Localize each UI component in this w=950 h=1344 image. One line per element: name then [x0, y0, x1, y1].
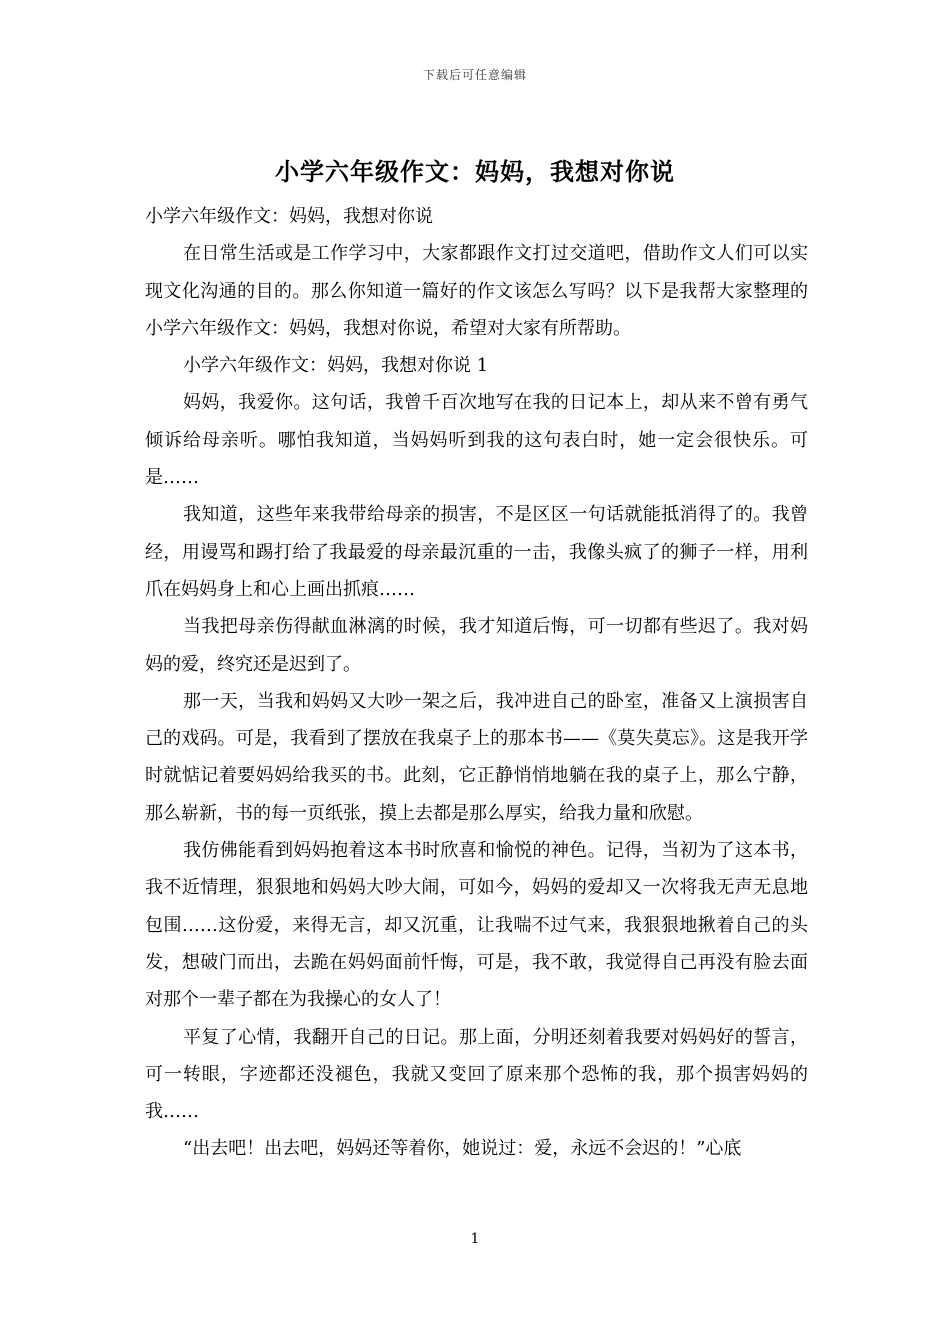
- paragraph: “出去吧！出去吧，妈妈还等着你，她说过：爱，永远不会迟的！”心底: [183, 1138, 742, 1160]
- section-heading: 小学六年级作文：妈妈，我想对你说 1: [183, 355, 489, 377]
- paragraph: 平复了心情，我翻开自己的日记。那上面，分明还刻着我要对妈妈好的誓言，可一转眼，字迹都还没褪色，我就又变回了原来那个恐怖的我，那个损害妈妈的我……: [145, 1026, 808, 1123]
- document-title: 小学六年级作文：妈妈，我想对你说: [275, 157, 675, 186]
- paragraph: 小学六年级作文：妈妈，我想对你说: [145, 206, 433, 227]
- page-number: 1: [470, 1231, 480, 1247]
- paragraph: 妈妈，我爱你。这句话，我曾千百次地写在我的日记本上，却从来不曾有勇气倾诉给母亲听。哪怕我知道，当妈妈听到我的这句表白时，她一定会很快乐。可是……: [145, 392, 808, 489]
- paragraph: 在日常生活或是工作学习中，大家都跟作文打过交道吧，借助作文人们可以实现文化沟通的目的。那么你知道一篇好的作文该怎么写吗？以下是我帮大家整理的小学六年级作文：妈妈，我想对你说，希望对大家有所帮助。: [145, 243, 808, 339]
- paragraph: 我知道，这些年来我带给母亲的损害，不是区区一句话就能抵消得了的。我曾经，用谩骂和踢打给了我最爱的母亲最沉重的一击，我像头疯了的狮子一样，用利爪在妈妈身上和心上画出抓痕……: [145, 504, 808, 600]
- header-note: 下载后可任意编辑: [422, 68, 527, 82]
- document-body: [145, 198, 808, 1168]
- paragraph: 我仿佛能看到妈妈抱着这本书时欣喜和愉悦的神色。记得，当初为了这本书，我不近情理，狠狠地和妈妈大吵大闹，可如今，妈妈的爱却又一次将我无声无息地包围……这份爱，来得无言，却又沉重，让我喘不过气来，我狠狠地揪着自己的头发，想破门而出，去跪在妈妈面前忏悔，可是，我不敢，我觉得自己再没有脸去面对那个一辈子都在为我操心的女人了！: [145, 840, 808, 1011]
- paragraph: 当我把母亲伤得献血淋漓的时候，我才知道后悔，可一切都有些迟了。我对妈妈的爱，终究还是迟到了。: [145, 616, 808, 675]
- paragraph: 那一天，当我和妈妈又大吵一架之后，我冲进自己的卧室，准备又上演损害自己的戏码。可是，我看到了摆放在我桌子上的那本书——《莫失莫忘》。这是我开学时就惦记着要妈妈给我买的书。此刻，它正静悄悄地躺在我的桌子上，那么宁静，那么崭新，书的每一页纸张，摸上去都是那么厚实，给我力量和欣慰。: [145, 690, 808, 824]
